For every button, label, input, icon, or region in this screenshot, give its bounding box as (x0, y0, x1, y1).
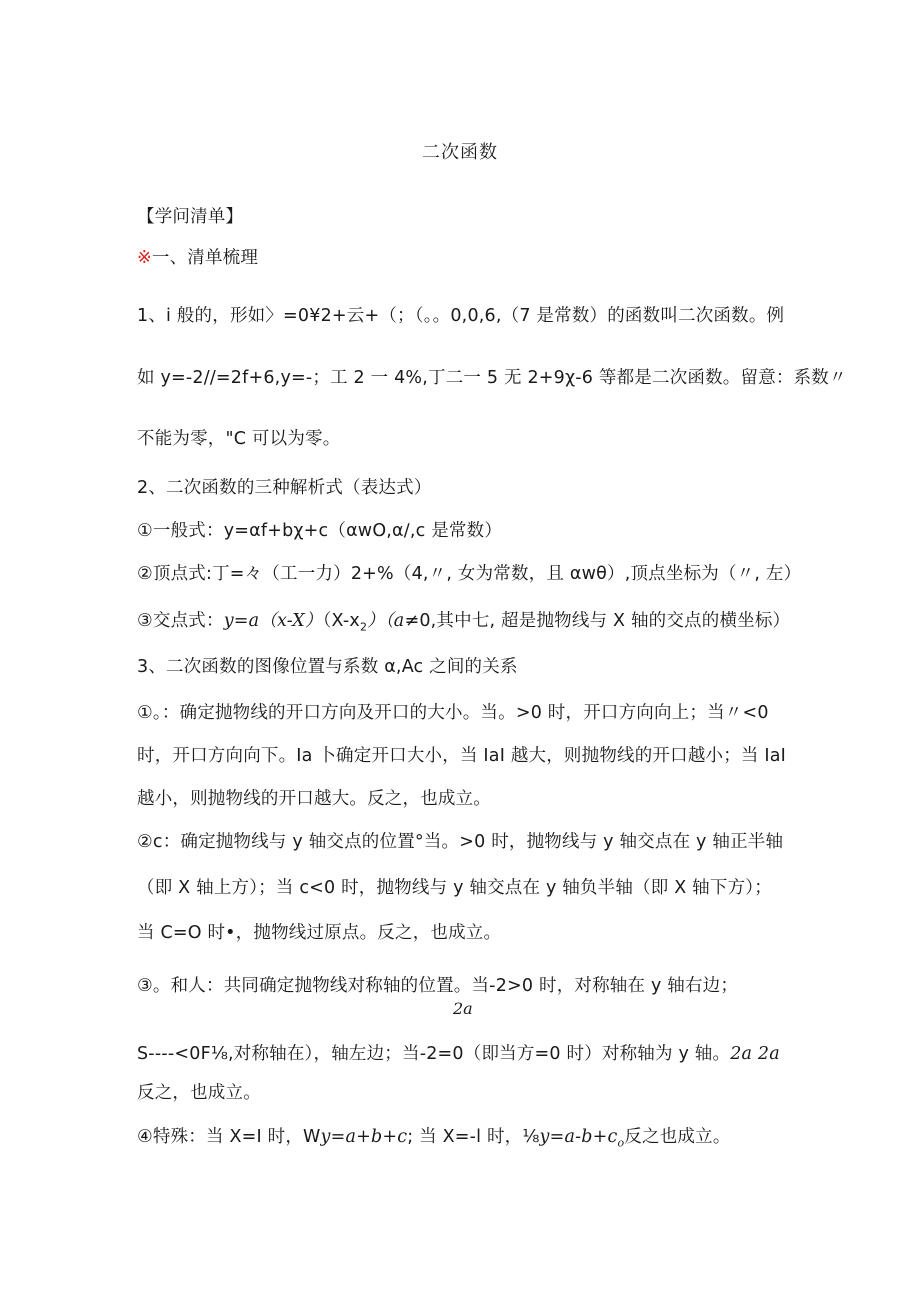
subscript: 2 (359, 620, 368, 634)
general-form: ①一般式：y=αf+bχ+c（αwO,α∕,c 是常数） (137, 521, 503, 541)
coefficient-ab-text: S----<0F⅛,对称轴在），轴左边；当-2=0（即当方=0 时）对称轴为 y 轴。 (137, 1044, 731, 1064)
coefficient-ab-line-1: ③。和人：共同确定抛物线对称轴的位置。当-2>0 时，对称轴在 y 轴右边； (137, 976, 739, 996)
coefficient-c-line-2: （即 X 轴上方）；当 c<0 时，抛物线与 y 轴交点在 y 轴负半轴（即 X 轴下方）； (137, 878, 772, 898)
coefficient-a-line-3: 越小，则抛物线的开口越大。反之，也成立。 (137, 789, 491, 809)
special-subscript: o (617, 1136, 625, 1150)
coefficient-a-line-1: ①。：确定抛物线的开口方向及开口的大小。当。>0 时，开口方向向上；当〃<0 (137, 703, 769, 723)
intercept-formula-middle: （X-x (322, 611, 360, 631)
coefficient-ab-line-3: 反之，也成立。 (137, 1083, 261, 1103)
paragraph-1-line-1: 1、i 般的，形如〉=0¥2+云+（；（。。0,0,6,（7 是常数）的函数叫二次函数。例 (137, 306, 785, 326)
coefficient-c-line-1: ②c：确定抛物线与 y 轴交点的位置°当。>0 时，抛物线与 y 轴交点在 y 轴正半轴 (137, 832, 784, 852)
special-case-middle: ; 当 X=-l 时，⅛ (407, 1127, 540, 1147)
intercept-form (137, 609, 790, 640)
intercept-form-description: ≠0,其中七, 超是抛物线与 X 轴的交点的横坐标） (404, 611, 791, 631)
special-formula-2: y=a-b+c (539, 1127, 618, 1147)
vertex-form: ②顶点式:丁=々（工一力）2+%（4,〃, 女为常数，且 αwθ）,顶点坐标为（〃, 左） (137, 564, 802, 584)
special-formula-1: y=a+b+c (320, 1127, 408, 1147)
coefficient-ab-line-2 (137, 1042, 780, 1066)
paragraph-2-heading: 2、二次函数的三种解析式（表达式） (137, 478, 432, 498)
intercept-form-label: ③交点式： (137, 611, 224, 631)
special-case-prefix: ④特殊：当 X=I 时，W (137, 1127, 321, 1147)
page-title: 二次函数 (422, 142, 498, 163)
intercept-formula-tail: ）（a (367, 611, 405, 631)
paragraph-1-line-2: 如 y=-2//=2f+6,y=-；工 2 一 4%,丁二一 5 无 2+9χ-6 等都是二次函数。留意：系数〃 (137, 368, 847, 388)
fraction-denominators: 2a 2a (730, 1044, 780, 1064)
sub-header (137, 246, 258, 270)
intercept-formula: y=a（x-X） (223, 611, 323, 631)
section-header: 【学问清单】 (137, 207, 244, 227)
reference-mark: ※ (137, 248, 152, 268)
coefficient-a-line-2: 时，开口方向向下。Ia 卜确定开口大小，当 IaI 越大，则抛物线的开口越小；当 IaI (137, 746, 787, 766)
paragraph-3-heading: 3、二次函数的图像位置与系数 α,Ac 之间的关系 (137, 657, 518, 677)
sub-header-text: 一、清单梳理 (151, 248, 259, 268)
coefficient-c-line-3: 当 C=O 时•，抛物线过原点。反之，也成立。 (137, 923, 502, 943)
special-case-line (137, 1125, 731, 1156)
fraction-denominator: 2a (453, 999, 473, 1018)
special-case-rest: 反之也成立。 (624, 1127, 731, 1147)
paragraph-1-line-3: 不能为零，"C 可以为零。 (137, 429, 341, 449)
